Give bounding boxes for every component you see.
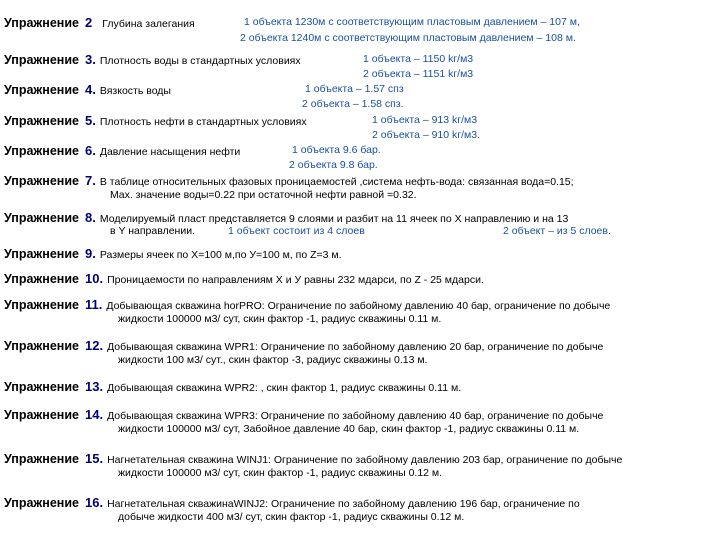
exercise-label: Упражнение (4, 298, 79, 312)
exercise-number: 13. (85, 379, 104, 394)
exercise-11 (4, 296, 610, 314)
exercise-text: Моделируемый пласт представляется 9 слоями и разбит на 11 ячеек по X направлению и на 13 (99, 213, 569, 225)
exercise-number: 9. (85, 246, 96, 261)
exercise-number: 5. (85, 113, 96, 128)
object-1-value: 1 объекта – 1150 kг/м3 (363, 53, 474, 65)
exercise-text-line2: добыче жидкости 400 м3/ сут, скин фактор -1, радиус скважины 0.12 м. (118, 511, 465, 523)
object-1-value: 1 объекта 9.6 бар. (292, 144, 381, 156)
exercise-text: Нагнетательная скважина WINJ1: Ограничение по забойному давлению 203 бар, ограничение по добыче (107, 454, 623, 466)
exercise-label: Упражнение (4, 380, 79, 394)
exercise-label: Упражнение (4, 53, 79, 67)
exercise-label: Упражнение (4, 408, 79, 422)
object-2-value: 2 объекта – 910 kг/м3. (372, 129, 480, 141)
exercise-number: 15. (85, 451, 104, 466)
exercise-text-line2: в Y направлении. (110, 225, 195, 237)
exercise-text: Давление насыщения нефти (99, 146, 241, 158)
exercise-text-line2: жидкости 100 м3/ сут., скин фактор -3, радиус скважины 0.13 м. (118, 354, 428, 366)
object-1-value: 1 объект состоит из 4 слоев (228, 225, 365, 237)
exercise-text: Добывающая скважина WPR1: Ограничение по забойному давлению 20 бар, ограничение по добыче (107, 341, 604, 353)
object-1-value: 1 объекта – 1.57 спз (305, 83, 404, 95)
exercise-15 (4, 450, 622, 468)
exercise-6 (4, 142, 240, 160)
exercise-label: Упражнение (4, 211, 79, 225)
object-2-value: 2 объекта – 1.58 спз. (302, 98, 404, 110)
object-1-value: 1 объекта – 913 kг/м3 (372, 114, 478, 126)
exercise-label: Упражнение (4, 83, 79, 97)
exercise-9 (4, 245, 342, 263)
exercise-label: Упражнение (4, 144, 79, 158)
exercise-number: 7. (85, 173, 96, 188)
exercise-label: Упражнение (4, 452, 79, 466)
exercise-text-line2: жидкости 100000 м3/ сут, Забойное давление 40 бар, скин фактор -1, радиус скважины 0.11 м. (118, 423, 580, 435)
object-2-value: 2 объект – из 5 слоев. (503, 225, 611, 237)
exercise-label: Упражнение (4, 272, 79, 286)
exercise-text: Добывающая скважина WPR3: Ограничение по забойному давлению 40 бар, ограничение по добыче (107, 410, 604, 422)
exercise-label: Упражнение (4, 114, 79, 128)
exercise-number: 4. (85, 82, 96, 97)
exercise-number: 11. (85, 297, 103, 312)
exercise-number: 6. (85, 143, 96, 158)
exercise-text: Добывающая скважина WPR2: , скин фактор 1, радиус скважины 0.11 м. (107, 382, 462, 394)
exercise-text: Размеры ячеек по X=100 м,по У=100 м, по Z=3 м. (99, 249, 342, 261)
exercise-text: Плотность воды в стандартных условиях (99, 55, 301, 67)
exercise-text: Добывающая скважина horPRO: Ограничение по забойному давлению 40 бар, ограничение по добыче (106, 300, 611, 312)
exercise-number: 8. (85, 210, 96, 225)
object-1-value: 1 объекта 1230м с соответствующим пластовым давлением – 107 м, (244, 16, 580, 28)
exercise-10 (4, 270, 484, 288)
exercise-2 (4, 14, 195, 32)
exercise-text-line2: Max. значение воды=0.22 при остаточной нефти равной =0.32. (110, 189, 417, 201)
exercise-label: Упражнение (4, 339, 79, 353)
exercise-text: Вязкость воды (99, 85, 171, 97)
object-2-value: 2 объекта – 1151 kг/м3 (363, 68, 474, 80)
exercise-label: Упражнение (4, 174, 79, 188)
exercise-7 (4, 172, 574, 190)
exercise-16 (4, 494, 580, 512)
exercise-12 (4, 337, 603, 355)
object-2-value: 2 объекта 9.8 бар. (289, 159, 378, 171)
exercise-14 (4, 406, 603, 424)
object-2-value: 2 объекта 1240м с соответствующим пластовым давлением – 108 м. (240, 32, 576, 44)
exercise-number: 10. (85, 271, 104, 286)
exercise-number: 16. (85, 495, 104, 510)
exercise-text: Нагнетательная скважинаWINJ2: Ограничение по забойному давлению 196 бар, ограничение по (107, 498, 580, 510)
exercise-number: 14. (85, 407, 104, 422)
exercise-4 (4, 81, 171, 99)
exercise-number: 12. (85, 338, 104, 353)
exercise-3 (4, 51, 301, 69)
exercise-number: 2 (85, 15, 93, 30)
exercise-text-line2: жидкости 100000 м3/ сут, скин фактор -1, радиус скважины 0.12 м. (118, 467, 443, 479)
exercise-text: Плотность нефти в стандартных условиях (99, 116, 307, 128)
exercise-13 (4, 378, 461, 396)
exercise-text: Проницаемости по направлениям X и У равны 232 мдарси, по Z - 25 мдарси. (107, 274, 484, 286)
exercise-text-line2: жидкости 100000 м3/ сут, скин фактор -1, радиус скважины 0.11 м. (118, 313, 442, 325)
exercise-text: В таблице относительных фазовых проницаемостей ,система нефть-вода: связанная вода=0.15; (99, 176, 574, 188)
exercise-number: 3. (85, 52, 96, 67)
exercise-label: Упражнение (4, 16, 79, 30)
exercise-text: Глубина залегания (102, 18, 195, 30)
exercise-5 (4, 112, 307, 130)
exercise-label: Упражнение (4, 247, 79, 261)
exercise-label: Упражнение (4, 496, 79, 510)
